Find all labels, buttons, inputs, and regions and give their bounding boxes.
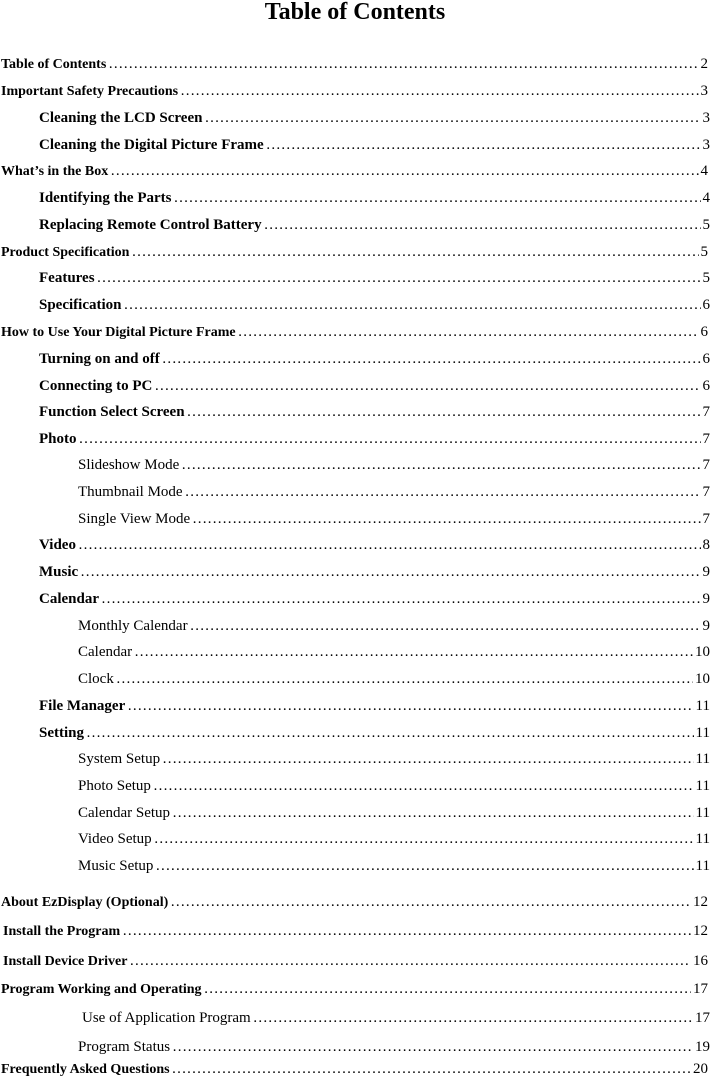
dot-leader [172,1061,691,1078]
toc-entry-about-ezdisplay[interactable] [0,894,710,912]
toc-entry-label: Install the Program [3,924,121,939]
toc-entry-page: 20 [693,1061,708,1077]
toc-entry-label: Thumbnail Mode [78,484,183,500]
dot-leader [253,1010,693,1027]
dot-leader [129,953,691,970]
dot-leader [162,351,701,368]
toc-entry-label: Calendar [78,644,133,660]
toc-entry-monthly-calendar[interactable] [0,618,710,636]
toc-entry-label: Install Device Driver [3,954,128,969]
toc-entry-label: Features [39,270,95,286]
toc-entry-table-of-contents[interactable] [0,56,710,74]
toc-entry-music-setup[interactable] [0,858,710,876]
toc-entry-video-setup[interactable] [0,831,710,849]
toc-entry-page: 7 [702,404,710,420]
toc-entry-page: 6 [702,297,710,313]
toc-entry-setting[interactable] [0,725,710,743]
dot-leader [187,404,701,421]
toc-entry-page: 19 [695,1039,710,1055]
dot-leader [170,894,691,911]
dot-leader [185,484,701,501]
toc-entry-cleaning-digital-picture-frame[interactable] [0,137,710,155]
dot-leader [180,83,698,100]
toc-entry-label: Single View Mode [78,511,191,527]
toc-entry-page: 11 [695,805,710,821]
toc-entry-label: Monthly Calendar [78,618,188,634]
toc-entry-label: Clock [78,671,114,687]
toc-entry-how-to-use[interactable] [0,324,710,342]
toc-entry-important-safety-precautions[interactable] [0,83,710,101]
dot-leader [264,217,701,234]
toc-entry-page: 7 [702,511,710,527]
toc-entry-label: Program Working and Operating [1,982,202,997]
toc-entry-use-of-application[interactable] [0,1010,710,1028]
toc-entry-page: 5 [702,217,710,233]
toc-entry-label: Photo Setup [78,778,151,794]
dot-leader [162,751,693,768]
toc-entry-page: 11 [695,725,710,741]
dot-leader [192,511,700,528]
dot-leader [155,858,693,875]
toc-entry-program-working[interactable] [0,981,710,999]
toc-entry-page: 11 [695,831,710,847]
dot-leader [101,591,701,608]
toc-entry-turning-on-off[interactable] [0,351,710,369]
toc-entry-label: Cleaning the Digital Picture Frame [39,137,264,153]
toc-entry-label: Specification [39,297,122,313]
dot-leader [116,671,693,688]
toc-entry-install-program[interactable] [0,923,710,941]
toc-entry-calendar-setup[interactable] [0,805,710,823]
toc-entry-calendar-sub[interactable] [0,644,710,662]
toc-entry-page: 11 [695,751,710,767]
toc-entry-program-status[interactable] [0,1039,710,1057]
dot-leader [172,1039,693,1056]
toc-entry-page: 11 [695,778,710,794]
toc-entry-page: 12 [693,923,708,939]
toc-entry-label: Program Status [78,1039,171,1055]
toc-entry-photo-setup[interactable] [0,778,710,796]
toc-entry-specification[interactable] [0,297,710,315]
toc-entry-product-specification[interactable] [0,244,710,262]
toc-entry-page: 11 [695,858,710,874]
toc-entry-cleaning-lcd-screen[interactable] [0,110,710,128]
toc-entry-thumbnail-mode[interactable] [0,484,710,502]
toc-entry-label: Identifying the Parts [39,190,172,206]
toc-entry-page: 4 [700,163,708,179]
toc-entry-label: Calendar Setup [78,805,171,821]
dot-leader [204,981,691,998]
toc-entry-page: 6 [700,324,708,340]
toc-entry-label: Replacing Remote Control Battery [39,217,262,233]
toc-entry-function-select-screen[interactable] [0,404,710,422]
toc-entry-page: 17 [693,981,708,997]
toc-entry-label: Important Safety Precautions [1,84,179,99]
dot-leader [110,163,698,180]
toc-entry-label: Use of Application Program [82,1010,251,1026]
toc-entry-label: Photo [39,431,77,447]
dot-leader [78,537,701,554]
dot-leader [86,725,694,742]
toc-entry-features[interactable] [0,270,710,288]
toc-entry-whats-in-the-box[interactable] [0,163,710,181]
toc-entry-file-manager[interactable] [0,698,710,716]
toc-entry-label: Connecting to PC [39,378,153,394]
toc-entry-label: Turning on and off [39,351,160,367]
toc-entry-page: 6 [702,378,710,394]
toc-entry-label: System Setup [78,751,161,767]
toc-entry-label: Video [39,537,76,553]
toc-entry-page: 9 [702,591,710,607]
toc-entry-label: Music [39,564,79,580]
toc-entry-label: Product Specification [1,245,130,260]
toc-entry-label: Slideshow Mode [78,457,180,473]
toc-entry-page: 16 [693,953,708,969]
dot-leader [79,431,701,448]
toc-entry-label: Table of Contents [1,57,107,72]
toc-entry-label: About EzDisplay (Optional) [1,895,169,910]
toc-entry-faq[interactable] [0,1061,710,1079]
dot-leader [153,778,694,795]
toc-entry-page: 6 [702,351,710,367]
toc-entry-system-setup[interactable] [0,751,710,769]
toc-entry-replacing-remote-battery[interactable] [0,217,710,235]
toc-entry-page: 10 [695,644,710,660]
dot-leader [172,805,693,822]
dot-leader [131,244,698,261]
dot-leader [122,923,691,940]
toc-entry-video[interactable] [0,537,710,555]
toc-entry-page: 8 [702,537,710,553]
toc-entry-label: Video Setup [78,831,152,847]
dot-leader [124,297,701,314]
dot-leader [127,698,693,715]
dot-leader [154,831,694,848]
toc-entry-connecting-to-pc[interactable] [0,378,710,396]
toc-entry-page: 12 [693,894,708,910]
dot-leader [174,190,701,207]
toc-entry-music[interactable] [0,564,710,582]
dot-leader [181,457,700,474]
toc-entry-page: 5 [702,270,710,286]
toc-entry-label: Function Select Screen [39,404,185,420]
toc-entry-calendar[interactable] [0,591,710,609]
toc-entry-label: File Manager [39,698,126,714]
dot-leader [238,324,699,341]
toc-entry-page: 5 [700,244,708,260]
toc-entry-label: Music Setup [78,858,154,874]
page-title: Table of Contents [264,0,446,25]
toc-entry-label: Frequently Asked Questions [1,1062,170,1077]
toc-entry-page: 3 [700,83,708,99]
toc-entry-single-view-mode[interactable] [0,511,710,529]
dot-leader [97,270,701,287]
toc-entry-page: 10 [695,671,710,687]
toc-entry-page: 9 [702,564,710,580]
toc-entry-label: How to Use Your Digital Picture Frame [1,325,236,340]
toc-entry-page: 2 [700,56,708,72]
toc-entry-photo[interactable] [0,431,710,449]
dot-leader [108,56,698,73]
toc-entry-identifying-parts[interactable] [0,190,710,208]
dot-leader [80,564,700,581]
toc-entry-install-device-driver[interactable] [0,953,710,971]
toc-entry-page: 7 [702,484,710,500]
dot-leader [134,644,693,661]
dot-leader [266,137,701,154]
toc-entry-page: 17 [695,1010,710,1026]
toc-entry-label: Calendar [39,591,99,607]
toc-entry-clock[interactable] [0,671,710,689]
dot-leader [154,378,700,395]
toc-entry-page: 7 [702,431,710,447]
toc-entry-label: Cleaning the LCD Screen [39,110,203,126]
toc-entry-slideshow-mode[interactable] [0,457,710,475]
toc-entry-label: Setting [39,725,84,741]
toc-entry-page: 4 [702,190,710,206]
dot-leader [204,110,700,127]
toc-entry-page: 11 [695,698,710,714]
toc-entry-page: 9 [702,618,710,634]
toc-entry-page: 7 [702,457,710,473]
toc-entry-page: 3 [702,137,710,153]
toc-entry-page: 3 [702,110,710,126]
toc-entry-label: What’s in the Box [1,164,109,179]
dot-leader [190,618,701,635]
